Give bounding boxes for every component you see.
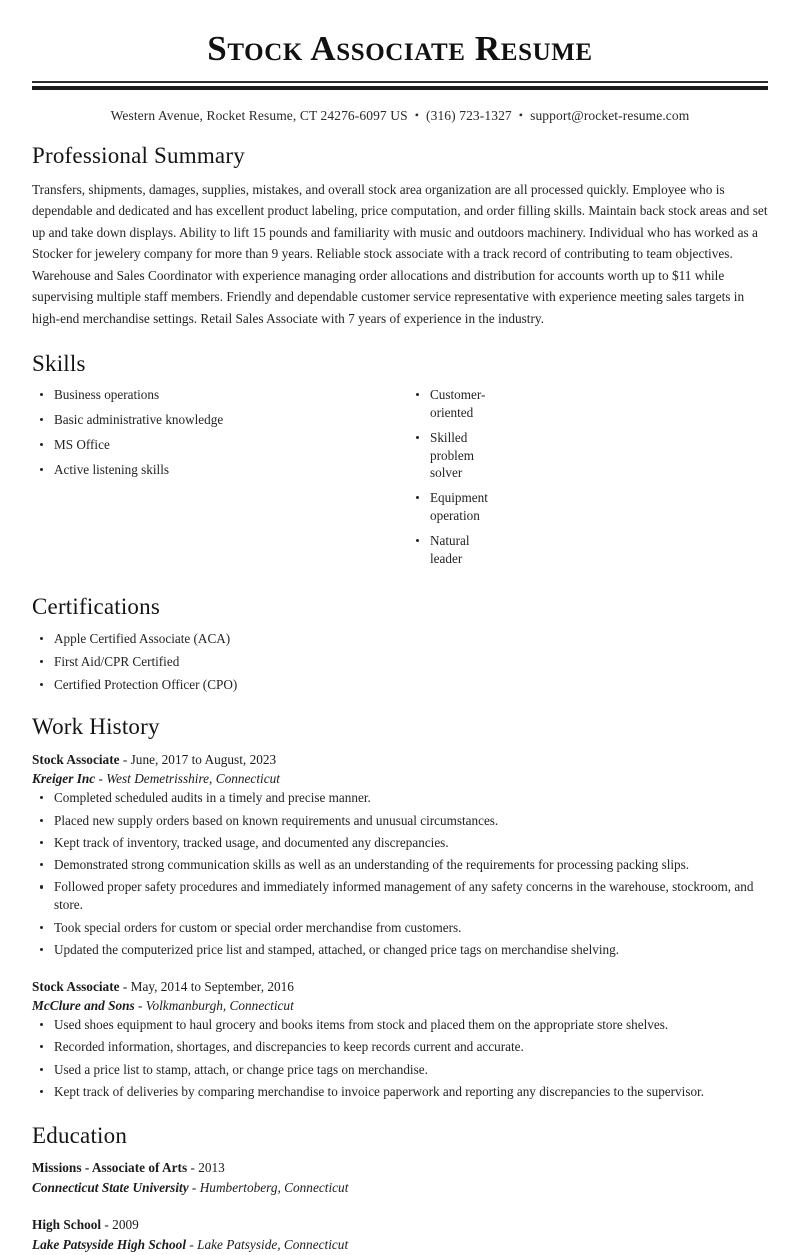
education-school: Connecticut State University: [32, 1180, 189, 1196]
section-certifications: [32, 593, 768, 693]
skills-columns: [32, 386, 768, 574]
job-title: Stock Associate: [32, 978, 120, 994]
contact-address: Western Avenue, Rocket Resume, CT 24276-6097 US: [110, 108, 408, 124]
list-item: Completed scheduled audits in a timely and precise manner.: [32, 789, 768, 807]
job-dates: May, 2014 to September, 2016: [130, 978, 294, 994]
contact-phone: (316) 723-1327: [426, 108, 512, 124]
job-title: Stock Associate: [32, 752, 120, 768]
list-item: Updated the computerized price list and stamped, attached, or changed price tags on merchandise shelving.: [32, 941, 768, 959]
divider-rule-thick: [32, 86, 768, 90]
job-separator: -: [119, 752, 131, 768]
list-item: Kept track of deliveries by comparing merchandise to invoice paperwork and reporting any discrepancies to the supervisor.: [32, 1083, 768, 1101]
job-title-line: [32, 750, 768, 769]
skills-list-right: [408, 386, 488, 567]
education-separator: -: [101, 1217, 113, 1233]
job-company: Kreiger Inc: [32, 771, 96, 787]
list-item: Skilled problem solver: [408, 429, 430, 482]
page-title: Stock Associate Resume: [207, 29, 593, 68]
contact-separator-1: •: [414, 108, 420, 123]
education-school: Lake Patsyside High School: [32, 1237, 187, 1253]
section-heading-skills: Skills: [32, 350, 86, 376]
job-responsibilities-list: [32, 1016, 768, 1101]
school-separator: -: [186, 1237, 198, 1253]
section-work-history: [32, 713, 768, 1100]
list-item: Demonstrated strong communication skills as well as an understanding of the requirements for processing packing slips.: [32, 856, 768, 874]
list-item: Recorded information, shortages, and discrepancies to keep records current and accurate.: [32, 1038, 768, 1056]
education-entry: [32, 1158, 768, 1198]
summary-paragraph: Transfers, shipments, damages, supplies, mistakes, and overall stock area organization are all processed quickly. Employee who is dependable and dedicated and has excellent product labeling, price computation, and order filling skills. Maintain back stock areas and set up and take down displays. Ability to lift 15 pounds and familiarity with music and outdoors machinery. Individual who has worked as a Stocker for jewelery company for more than 9 years. Reliable stock associate with a track record of contributing to team objectives. Warehouse and Sales Coordinator with experience managing order allocations and distribution for accounts worth up to $11 while supervising multiple staff members. Friendly and dependable customer service representative with experience meeting sales targets in high-end merchandise settings. Retail Sales Associate with 7 years of experience in the industry.: [32, 181, 768, 326]
work-history-entry: [32, 977, 768, 1101]
list-item: Natural leader: [408, 532, 430, 568]
work-history-entry: [32, 750, 768, 959]
list-item: First Aid/CPR Certified: [32, 653, 768, 671]
education-degree-line: [32, 1215, 768, 1235]
job-separator: -: [119, 978, 131, 994]
education-degree: Missions - Associate of Arts: [32, 1160, 188, 1176]
contact-separator-2: •: [518, 108, 524, 123]
education-degree: High School: [32, 1217, 102, 1233]
education-school-line: [32, 1235, 768, 1255]
school-separator: -: [188, 1180, 200, 1196]
list-item: Followed proper safety procedures and immediately informed management of any safety concerns in the warehouse, stockroom, and store.: [32, 878, 768, 914]
job-responsibilities-list: [32, 789, 768, 959]
list-item: Took special orders for custom or special order merchandise from customers.: [32, 919, 768, 937]
header-divider: [32, 81, 768, 90]
work-history-entries: [32, 750, 768, 1101]
skills-column-left: [32, 386, 400, 485]
section-heading-certifications: Certifications: [32, 594, 160, 620]
education-year: 2009: [112, 1217, 139, 1233]
list-item: Business operations: [32, 386, 400, 404]
job-company-line: [32, 769, 768, 789]
company-separator: -: [95, 771, 107, 787]
education-location: Lake Patsyside, Connecticut: [197, 1237, 349, 1253]
education-year: 2013: [198, 1160, 225, 1176]
list-item: Basic administrative knowledge: [32, 411, 400, 429]
section-professional-summary: [32, 142, 768, 329]
list-item: Used shoes equipment to haul grocery and books items from stock and placed them on the appropriate store shelves.: [32, 1016, 768, 1034]
company-separator: -: [134, 998, 146, 1013]
list-item: Apple Certified Associate (ACA): [32, 630, 768, 648]
section-skills: [32, 350, 768, 575]
list-item: Used a price list to stamp, attach, or change price tags on merchandise.: [32, 1061, 768, 1079]
contact-email: support@rocket-resume.com: [530, 108, 690, 124]
job-location: West Demetrisshire, Connecticut: [106, 771, 280, 787]
education-entry: [32, 1215, 768, 1255]
contact-line: [32, 108, 768, 124]
job-location: Volkmanburgh, Connecticut: [145, 998, 294, 1013]
job-company-line: [32, 996, 768, 1016]
list-item: Active listening skills: [32, 461, 400, 479]
education-separator: -: [187, 1160, 199, 1176]
section-heading-work-history: Work History: [32, 714, 160, 740]
list-item: Certified Protection Officer (CPO): [32, 676, 768, 694]
education-school-line: [32, 1178, 768, 1198]
list-item: MS Office: [32, 436, 400, 454]
section-heading-education: Education: [32, 1122, 128, 1148]
education-location: Humbertoberg, Connecticut: [199, 1180, 349, 1196]
list-item: Kept track of inventory, tracked usage, and documented any discrepancies.: [32, 834, 768, 852]
education-entries: [32, 1158, 768, 1255]
job-dates: June, 2017 to August, 2023: [130, 752, 277, 768]
certifications-list: [32, 630, 768, 693]
list-item: Customer-oriented: [408, 386, 430, 422]
list-item: Placed new supply orders based on known requirements and unusual circumstances.: [32, 812, 768, 830]
section-heading-summary: Professional Summary: [32, 143, 245, 169]
list-item: Equipment operation: [408, 489, 430, 525]
section-education: [32, 1122, 768, 1255]
job-title-line: [32, 977, 768, 996]
job-company: McClure and Sons: [32, 998, 135, 1013]
education-degree-line: [32, 1158, 768, 1178]
